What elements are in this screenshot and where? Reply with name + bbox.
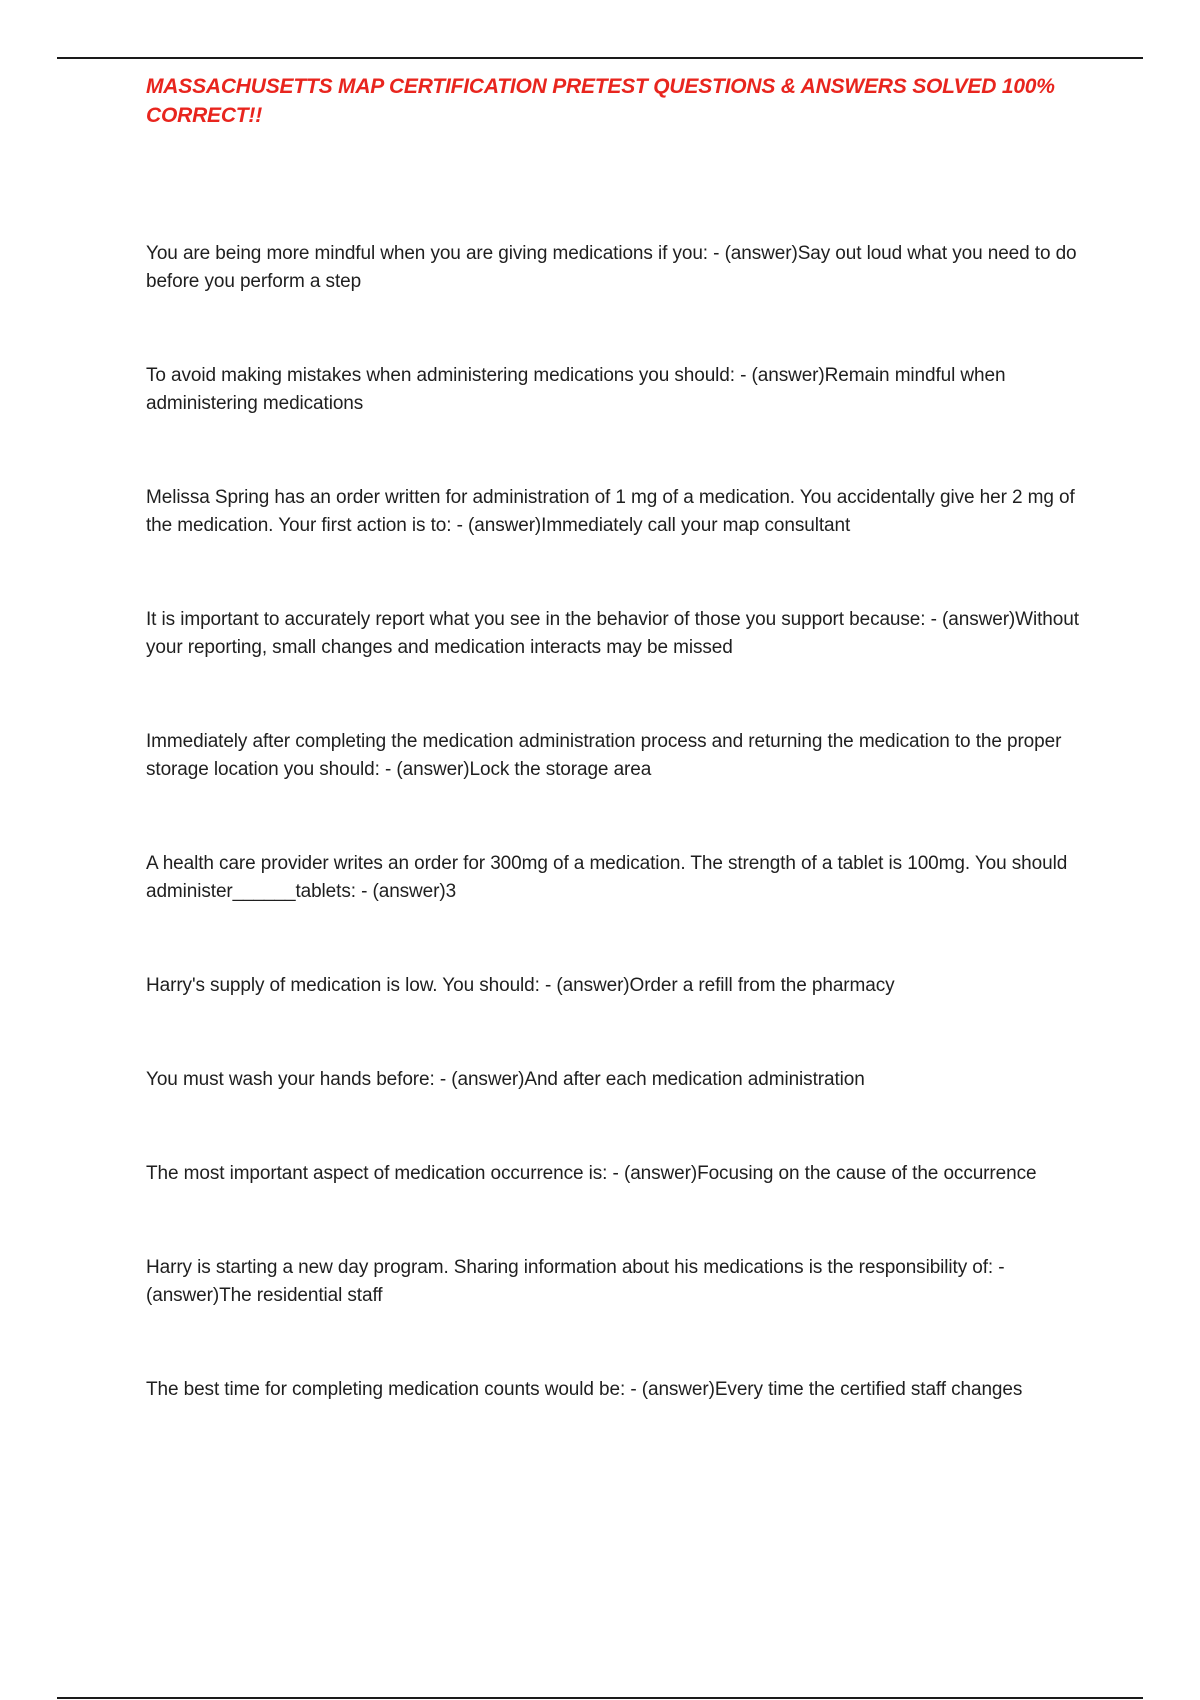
answer-label: (answer)	[942, 609, 1016, 630]
qa-item	[146, 1066, 1096, 1094]
header-rule	[57, 57, 1143, 59]
qa-item	[146, 972, 1096, 1000]
answer-text: Order a refill from the pharmacy	[629, 975, 895, 996]
qa-item	[146, 240, 1096, 296]
answer-label: (answer)	[451, 1069, 525, 1090]
answer-label: (answer)	[724, 243, 798, 264]
answer-text: And after each medication administration	[524, 1069, 865, 1090]
question-text: You must wash your hands before: -	[146, 1069, 451, 1090]
answer-text: Without your reporting, small changes and medication interacts may be missed	[146, 609, 1079, 658]
qa-item	[146, 728, 1096, 784]
qa-item	[146, 484, 1096, 540]
footer-rule	[57, 1697, 1143, 1699]
qa-item	[146, 362, 1096, 418]
qa-item	[146, 1160, 1096, 1188]
answer-text: 3	[445, 881, 457, 902]
question-text: The best time for completing medication counts would be: -	[146, 1379, 642, 1400]
answer-text: Lock the storage area	[469, 759, 652, 780]
question-text: Immediately after completing the medication administration process and returning the medication to the proper storage location you should: -	[146, 731, 1061, 780]
answer-text: Every time the certified staff changes	[714, 1379, 1023, 1400]
answer-text: Remain mindful when administering medications	[146, 365, 1006, 414]
answer-label: (answer)	[396, 759, 470, 780]
answer-label: (answer)	[751, 365, 825, 386]
question-text: Harry's supply of medication is low. You should: -	[146, 975, 556, 996]
question-text: To avoid making mistakes when administering medications you should: -	[146, 365, 752, 386]
answer-label: (answer)	[146, 1285, 220, 1306]
question-text: A health care provider writes an order for 300mg of a medication. The strength of a tablet is 100mg. You should administer______tablets: -	[146, 853, 1067, 902]
answer-text: Focusing on the cause of the occurrence	[697, 1163, 1037, 1184]
question-text: Melissa Spring has an order written for administration of 1 mg of a medication. You accidentally give her 2 mg of the medication. Your first action is to: -	[146, 487, 1075, 536]
answer-text: The residential staff	[219, 1285, 383, 1306]
answer-text: Immediately call your map consultant	[541, 515, 851, 536]
answer-label: (answer)	[556, 975, 630, 996]
answer-label: (answer)	[372, 881, 446, 902]
answer-label: (answer)	[468, 515, 542, 536]
question-text: You are being more mindful when you are giving medications if you: -	[146, 243, 725, 264]
qa-item	[146, 850, 1096, 906]
qa-item	[146, 1254, 1096, 1310]
answer-label: (answer)	[641, 1379, 715, 1400]
answer-label: (answer)	[623, 1163, 698, 1184]
answer-text: Say out loud what you need to do before you perform a step	[146, 243, 1077, 292]
question-text: It is important to accurately report what you see in the behavior of those you support because: -	[146, 609, 942, 630]
document-title: MASSACHUSETTS MAP CERTIFICATION PRETEST QUESTIONS & ANSWERS SOLVED 100% CORRECT!!	[146, 75, 1055, 127]
qa-item	[146, 606, 1096, 662]
question-text: The most important aspect of medication occurrence is: -	[146, 1163, 624, 1184]
qa-item	[146, 1376, 1096, 1404]
question-text: Harry is starting a new day program. Sharing information about his medications is the responsibility of: -	[146, 1257, 1005, 1278]
qa-list	[146, 240, 1096, 1470]
